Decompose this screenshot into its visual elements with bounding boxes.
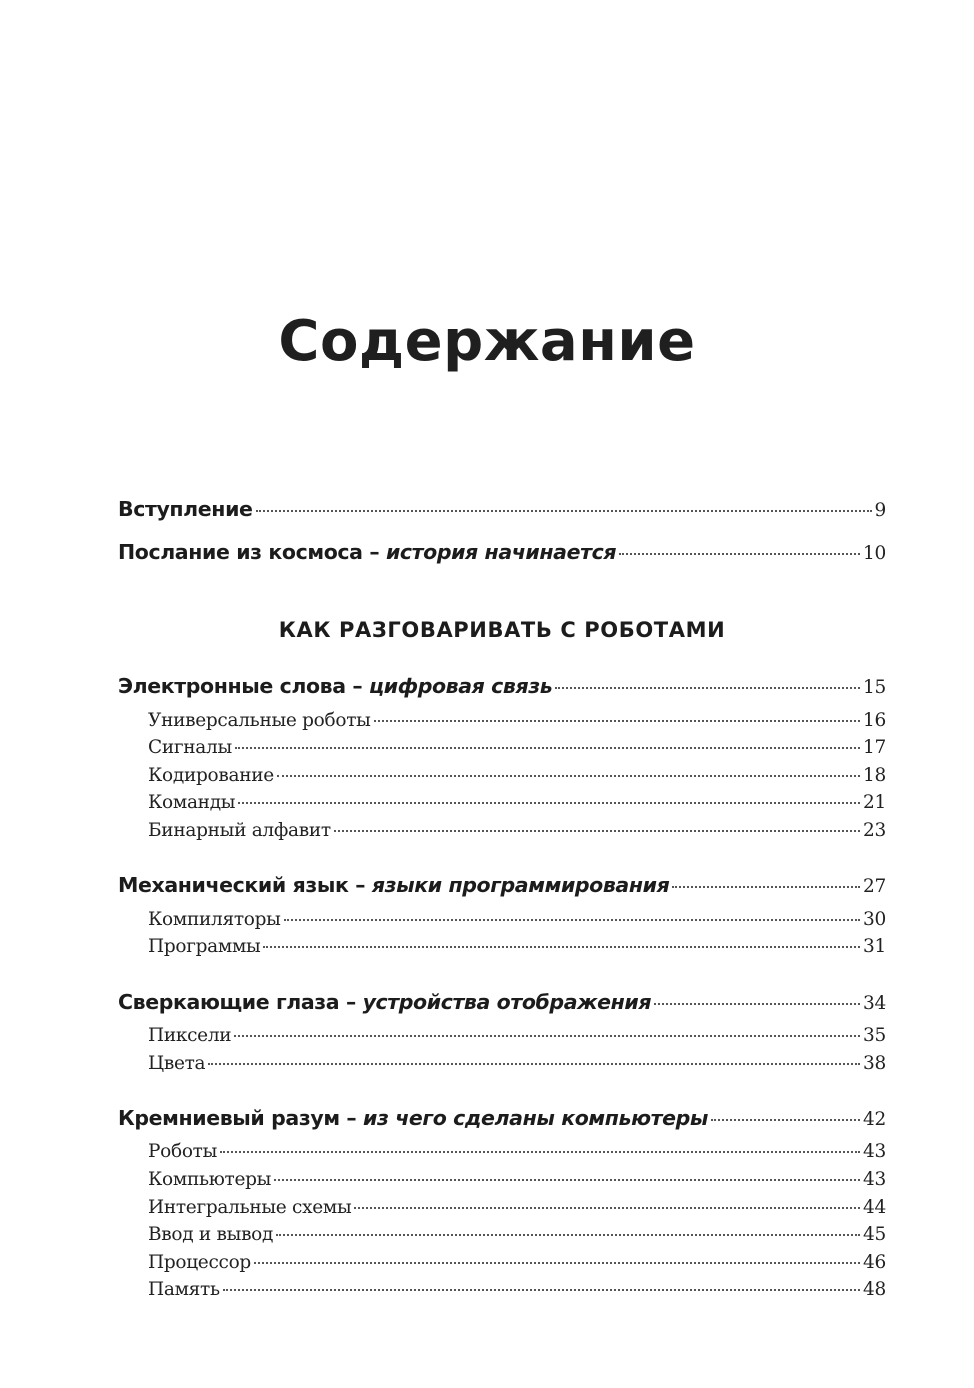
toc-chapter[interactable] xyxy=(118,674,886,698)
dot-leader xyxy=(672,886,860,888)
toc-chapter[interactable] xyxy=(118,990,886,1014)
section-heading: КАК РАЗГОВАРИВАТЬ С РОБОТАМИ xyxy=(278,618,726,642)
page-number: 43 xyxy=(863,1141,886,1162)
dot-leader xyxy=(711,1119,860,1121)
item-label: Роботы xyxy=(148,1141,218,1162)
toc-item[interactable] xyxy=(148,1252,886,1273)
dot-leader xyxy=(208,1063,860,1065)
chapter-label: Кремниевый разум – из чего сделаны компьютеры xyxy=(118,1106,709,1130)
item-label: Процессор xyxy=(148,1252,251,1273)
page-number: 38 xyxy=(863,1053,886,1074)
toc-item[interactable] xyxy=(148,936,886,957)
dot-leader xyxy=(256,510,872,512)
toc-item[interactable] xyxy=(148,710,886,731)
page-number: 43 xyxy=(863,1169,886,1190)
toc-item[interactable] xyxy=(148,737,886,758)
item-label: Команды xyxy=(148,792,236,813)
page-number: 23 xyxy=(863,820,886,841)
page-number: 44 xyxy=(863,1197,886,1218)
dot-leader xyxy=(274,1179,860,1181)
item-label: Универсальные роботы xyxy=(148,710,371,731)
page-number: 9 xyxy=(874,500,886,521)
dot-leader xyxy=(654,1003,860,1005)
toc-chapter[interactable] xyxy=(118,873,886,897)
page-number: 46 xyxy=(863,1252,886,1273)
page-number: 45 xyxy=(863,1224,886,1245)
toc-item[interactable] xyxy=(148,1279,886,1300)
dot-leader xyxy=(619,553,860,555)
page-number: 21 xyxy=(863,792,886,813)
page-number: 16 xyxy=(863,710,886,731)
item-label: Ввод и вывод xyxy=(148,1224,274,1245)
item-label: Компиляторы xyxy=(148,909,281,930)
toc-entry-message[interactable] xyxy=(118,540,886,564)
page-number: 31 xyxy=(863,936,886,957)
toc-entry-intro[interactable] xyxy=(118,497,886,521)
toc-item[interactable] xyxy=(148,792,886,813)
toc-item[interactable] xyxy=(148,1224,886,1245)
dot-leader xyxy=(284,919,860,921)
item-label: Память xyxy=(148,1279,220,1300)
toc-item[interactable] xyxy=(148,909,886,930)
toc-item[interactable] xyxy=(148,1025,886,1046)
chapter-label: Электронные слова – цифровая связь xyxy=(118,674,553,698)
dot-leader xyxy=(220,1151,860,1153)
item-label: Цвета xyxy=(148,1053,206,1074)
toc-chapter[interactable] xyxy=(118,1106,886,1130)
toc-item[interactable] xyxy=(148,765,886,786)
dot-leader xyxy=(238,802,860,804)
dot-leader xyxy=(277,775,860,777)
dot-leader xyxy=(354,1207,860,1209)
entry-label: Вступление xyxy=(118,497,253,521)
toc-item[interactable] xyxy=(148,1197,886,1218)
item-label: Программы xyxy=(148,936,261,957)
page-number: 17 xyxy=(863,737,886,758)
page-number: 18 xyxy=(863,765,886,786)
page-number: 27 xyxy=(863,876,886,897)
item-label: Кодирование xyxy=(148,765,274,786)
item-label: Сигналы xyxy=(148,737,232,758)
dot-leader xyxy=(276,1234,860,1236)
page-number: 34 xyxy=(863,993,886,1014)
page-number: 42 xyxy=(863,1109,886,1130)
page-number: 35 xyxy=(863,1025,886,1046)
dot-leader xyxy=(374,720,860,722)
chapter-label: Механический язык – языки программирования xyxy=(118,873,670,897)
dot-leader xyxy=(334,830,860,832)
dot-leader xyxy=(235,747,860,749)
page-number: 30 xyxy=(863,909,886,930)
item-label: Интегральные схемы xyxy=(148,1197,352,1218)
item-label: Пиксели xyxy=(148,1025,232,1046)
page-number: 15 xyxy=(863,677,886,698)
dot-leader xyxy=(223,1289,860,1291)
dot-leader xyxy=(555,687,860,689)
page-title: Содержание xyxy=(278,309,696,374)
item-label: Компьютеры xyxy=(148,1169,272,1190)
dot-leader xyxy=(254,1262,860,1264)
toc-item[interactable] xyxy=(148,820,886,841)
page-number: 48 xyxy=(863,1279,886,1300)
chapter-label: Сверкающие глаза – устройства отображения xyxy=(118,990,652,1014)
entry-label: Послание из космоса – история начинается xyxy=(118,540,617,564)
toc-item[interactable] xyxy=(148,1169,886,1190)
toc-item[interactable] xyxy=(148,1141,886,1162)
dot-leader xyxy=(263,946,860,948)
toc-item[interactable] xyxy=(148,1053,886,1074)
item-label: Бинарный алфавит xyxy=(148,820,331,841)
page-number: 10 xyxy=(863,543,886,564)
dot-leader xyxy=(234,1035,860,1037)
